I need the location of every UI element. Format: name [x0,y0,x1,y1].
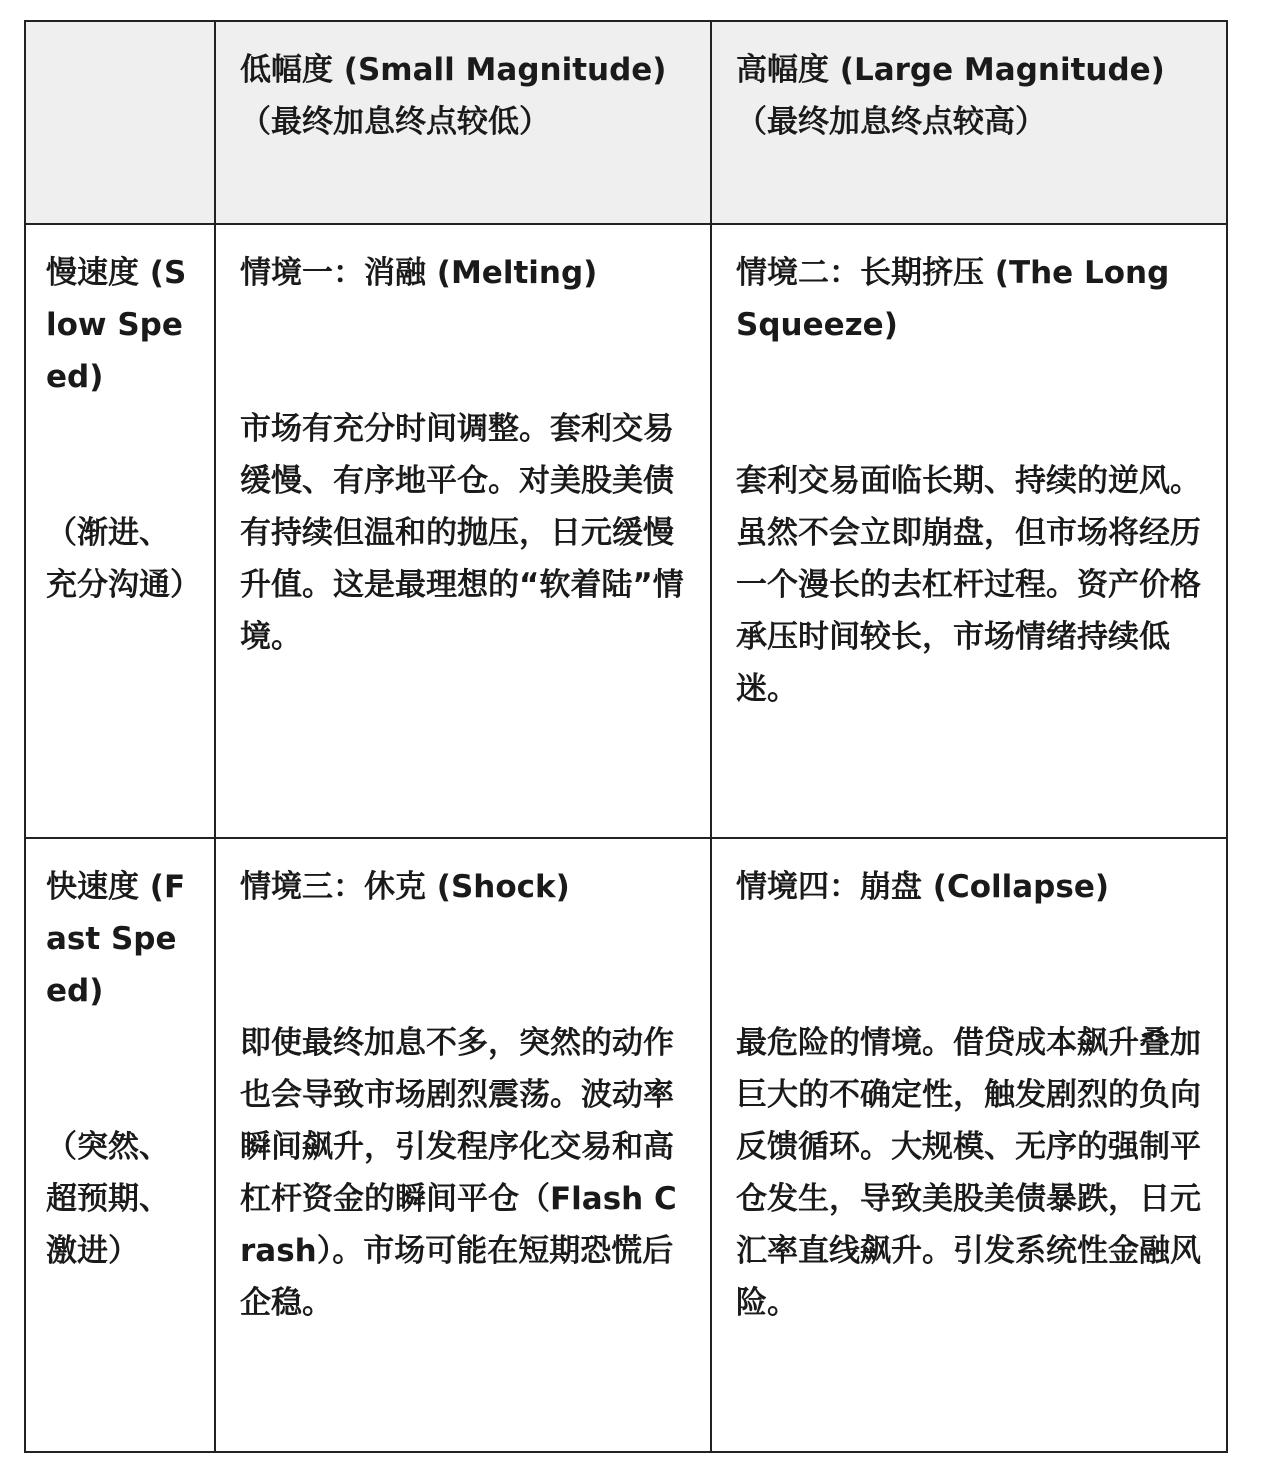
header-large-magnitude [711,21,1227,224]
table-row-slow-speed [25,224,1227,838]
scenario-body: 套利交易面临长期、持续的逆风。虽然不会立即崩盘，但市场将经历一个漫长的去杠杆过程。资产价格承压时间较长，市场情绪持续低迷。 [736,463,1201,707]
scenario-cell-melting [215,224,711,838]
scenario-title: 情境三：休克 (Shock) [240,869,570,905]
scenario-body: 即使最终加息不多，突然的动作也会导致市场剧烈震荡。波动率瞬间飙升，引发程序化交易和高杠杆资金的瞬间平仓（Flash Crash）。市场可能在短期恐慌后企稳。 [240,1025,677,1321]
header-title: 低幅度 (Small Magnitude) [240,52,667,88]
row-header-note: （渐进、充分沟通） [46,515,201,603]
row-header-title: 慢速度 (Slow Speed) [46,255,187,395]
scenario-body: 市场有充分时间调整。套利交易缓慢、有序地平仓。对美股美债有持续但温和的抛压，日元缓慢升值。这是最理想的“软着陆”情境。 [240,411,684,655]
header-subtitle: （最终加息终点较高） [736,104,1046,140]
row-header-title: 快速度 (Fast Speed) [46,869,186,1009]
corner-cell [25,21,215,224]
scenario-matrix-table [24,20,1228,1453]
scenario-title: 情境四：崩盘 (Collapse) [736,869,1110,905]
header-small-magnitude [215,21,711,224]
scenario-cell-shock [215,838,711,1452]
header-row [25,21,1227,224]
scenario-title: 情境二：长期挤压 (The Long Squeeze) [736,255,1170,343]
row-header-slow-speed [25,224,215,838]
table-row-fast-speed [25,838,1227,1452]
scenario-cell-long-squeeze [711,224,1227,838]
row-header-fast-speed [25,838,215,1452]
header-subtitle: （最终加息终点较低） [240,104,550,140]
scenario-title: 情境一：消融 (Melting) [240,255,598,291]
row-header-note: （突然、超预期、激进） [46,1129,170,1269]
header-title: 高幅度 (Large Magnitude) [736,52,1165,88]
scenario-cell-collapse [711,838,1227,1452]
scenario-body: 最危险的情境。借贷成本飙升叠加巨大的不确定性，触发剧烈的负向反馈循环。大规模、无序的强制平仓发生，导致美股美债暴跌，日元汇率直线飙升。引发系统性金融风险。 [736,1025,1201,1321]
